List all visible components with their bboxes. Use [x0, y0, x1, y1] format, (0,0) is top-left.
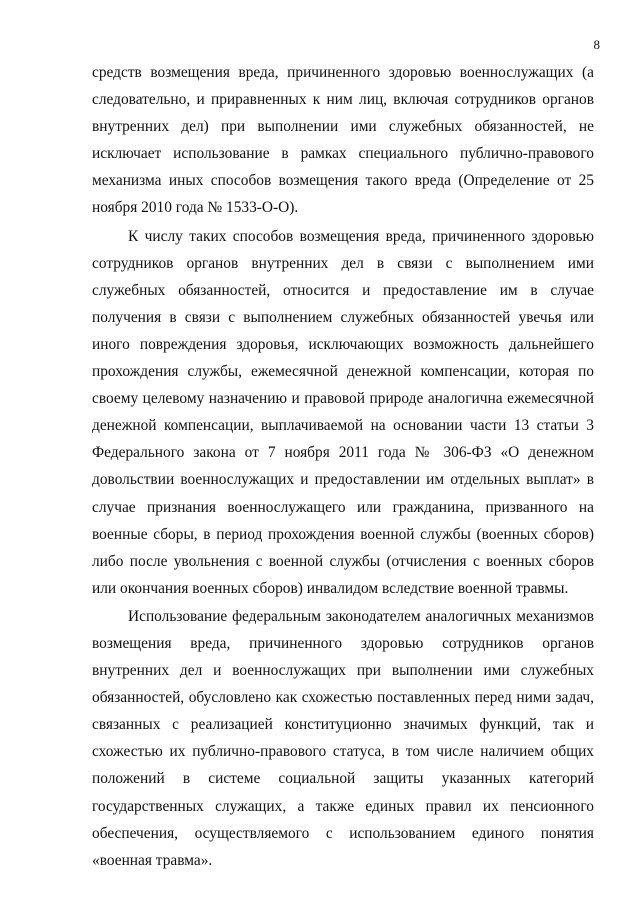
- page-number: 8: [593, 37, 600, 52]
- paragraph-compensation-methods: К числу таких способов возмещения вреда, причиненного здоровью сотрудников органов внутренних дел в связи с выполнением ими служебных обязанностей, относится и предоставление им в случае получения в связи с выполнением служебных обязанностей увечья или иного повреждения здоровья, исключающих возможность дальнейшего прохождения службы, ежемесячной денежной компенсации, которая по своему целевому назначению и правовой природе аналогична ежемесячной денежной компенсации, выплачиваемой на основании части 13 статьи 3 Федерального закона от 7 ноября 2011 года № 306-ФЗ «О денежном довольствии военнослужащих и предоставлении им отдельных выплат» в случае признания военнослужащего или гражданина, призванного на военные сборы, в период прохождения военной службы (военных сборов) либо после увольнения с военной службы (отчисления с военных сборов или окончания военных сборов) инвалидом вследствие военной травмы.: [92, 227, 594, 597]
- paragraph-analogous-mechanisms: Использование федеральным законодателем аналогичных механизмов возмещения вреда, причиненного здоровью сотрудников органов внутренних дел и военнослужащих при выполнении ими служебных обязанностей, обусловлено как схожестью поставленных перед ними задач, связанных с реализацией конституционно значимых функций, так и схожестью их публично-правового статуса, в том числе наличием общих положений в системе социальной защиты указанных категорий государственных служащих, а также единых правил их пенсионного обеспечения, осуществляемого с использованием единого понятия «военная травма».: [92, 607, 594, 869]
- document-body: [92, 59, 594, 874]
- paragraph-continuation: средств возмещения вреда, причиненного здоровью военнослужащих (а следовательно, и приравненных к ним лиц, включая сотрудников органов внутренних дел) при выполнении ими служебных обязанностей, не исключает использование в рамках специального публично-правового механизма иных способов возмещения такого вреда (Определение от 25 ноября 2010 года № 1533-О-О).: [92, 64, 594, 217]
